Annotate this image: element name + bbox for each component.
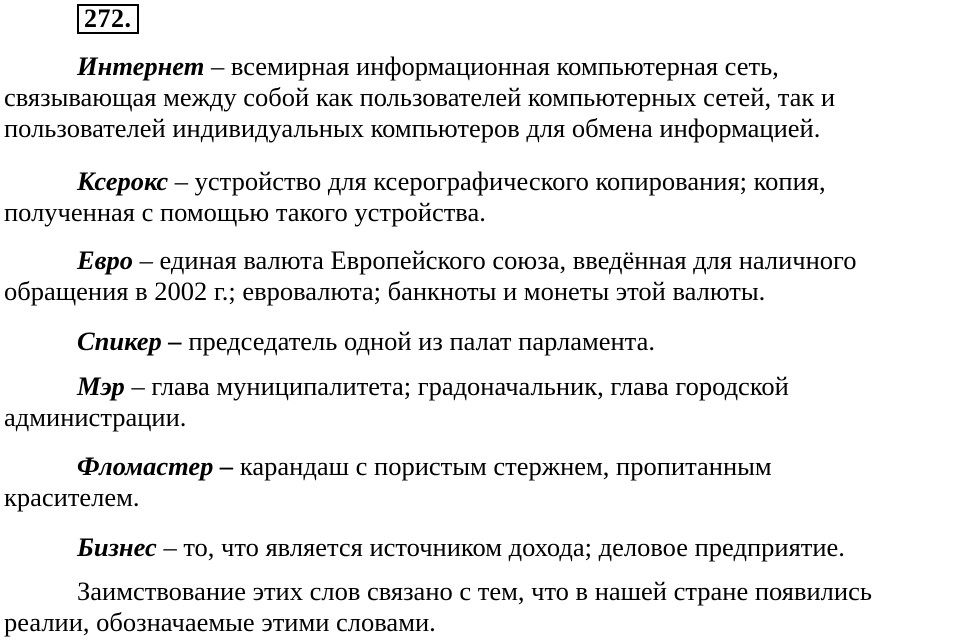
conclusion-line: Заимствование этих слов связано с тем, что в нашей стране появились [77, 576, 872, 606]
entry-line [4, 371, 960, 402]
term-felt-pen: Фломастер – [77, 451, 234, 481]
definition-internet [4, 51, 960, 144]
term-speaker: Спикер – [77, 326, 182, 356]
entry-line: связывающая между собой как пользователей компьютерных сетей, так и [4, 82, 836, 112]
entry-line: пользователей индивидуальных компьютеров для обмена информацией. [4, 113, 821, 143]
definition-euro [4, 245, 960, 307]
entry-line: администрации. [4, 402, 187, 432]
entry-line [4, 326, 960, 357]
entry-line [4, 532, 960, 563]
definition-text: карандаш с пористым стержнем, пропитанным [233, 451, 772, 481]
definition-mayor [4, 371, 960, 433]
entry-line [4, 166, 960, 197]
definition-business [4, 532, 960, 563]
definition-speaker [4, 326, 960, 357]
entry-line: обращения в 2002 г.; евровалюта; банкноты и монеты этой валюты. [4, 276, 766, 306]
entry-line [4, 51, 960, 82]
entry-line: полученная с помощью такого устройства. [4, 197, 486, 227]
definition-felt-pen [4, 451, 960, 513]
entry-line [4, 451, 960, 482]
definition-text: – всемирная информационная компьютерная сеть, [204, 51, 779, 81]
entry-line: красителем. [4, 482, 140, 512]
term-xerox: Ксерокс [77, 166, 169, 196]
term-business: Бизнес [77, 532, 157, 562]
conclusion-line: реалии, обозначаемые этими словами. [4, 607, 436, 637]
conclusion-paragraph [4, 576, 960, 638]
exercise-number [77, 4, 139, 34]
term-mayor: Мэр [77, 371, 125, 401]
definition-xerox [4, 166, 960, 228]
entry-line [4, 245, 960, 276]
definition-text: – глава муниципалитета; градоначальник, глава городской [124, 371, 789, 401]
definition-text: – устройство для ксерографического копирования; копия, [168, 166, 826, 196]
exercise-number-text: 272. [84, 4, 132, 33]
term-internet: Интернет [77, 51, 205, 81]
definition-text: – то, что является источником дохода; деловое предприятие. [156, 532, 845, 562]
term-euro: Евро [77, 245, 134, 275]
definition-text: председатель одной из палат парламента. [181, 326, 655, 356]
definition-text: – единая валюта Европейского союза, введённая для наличного [133, 245, 857, 275]
